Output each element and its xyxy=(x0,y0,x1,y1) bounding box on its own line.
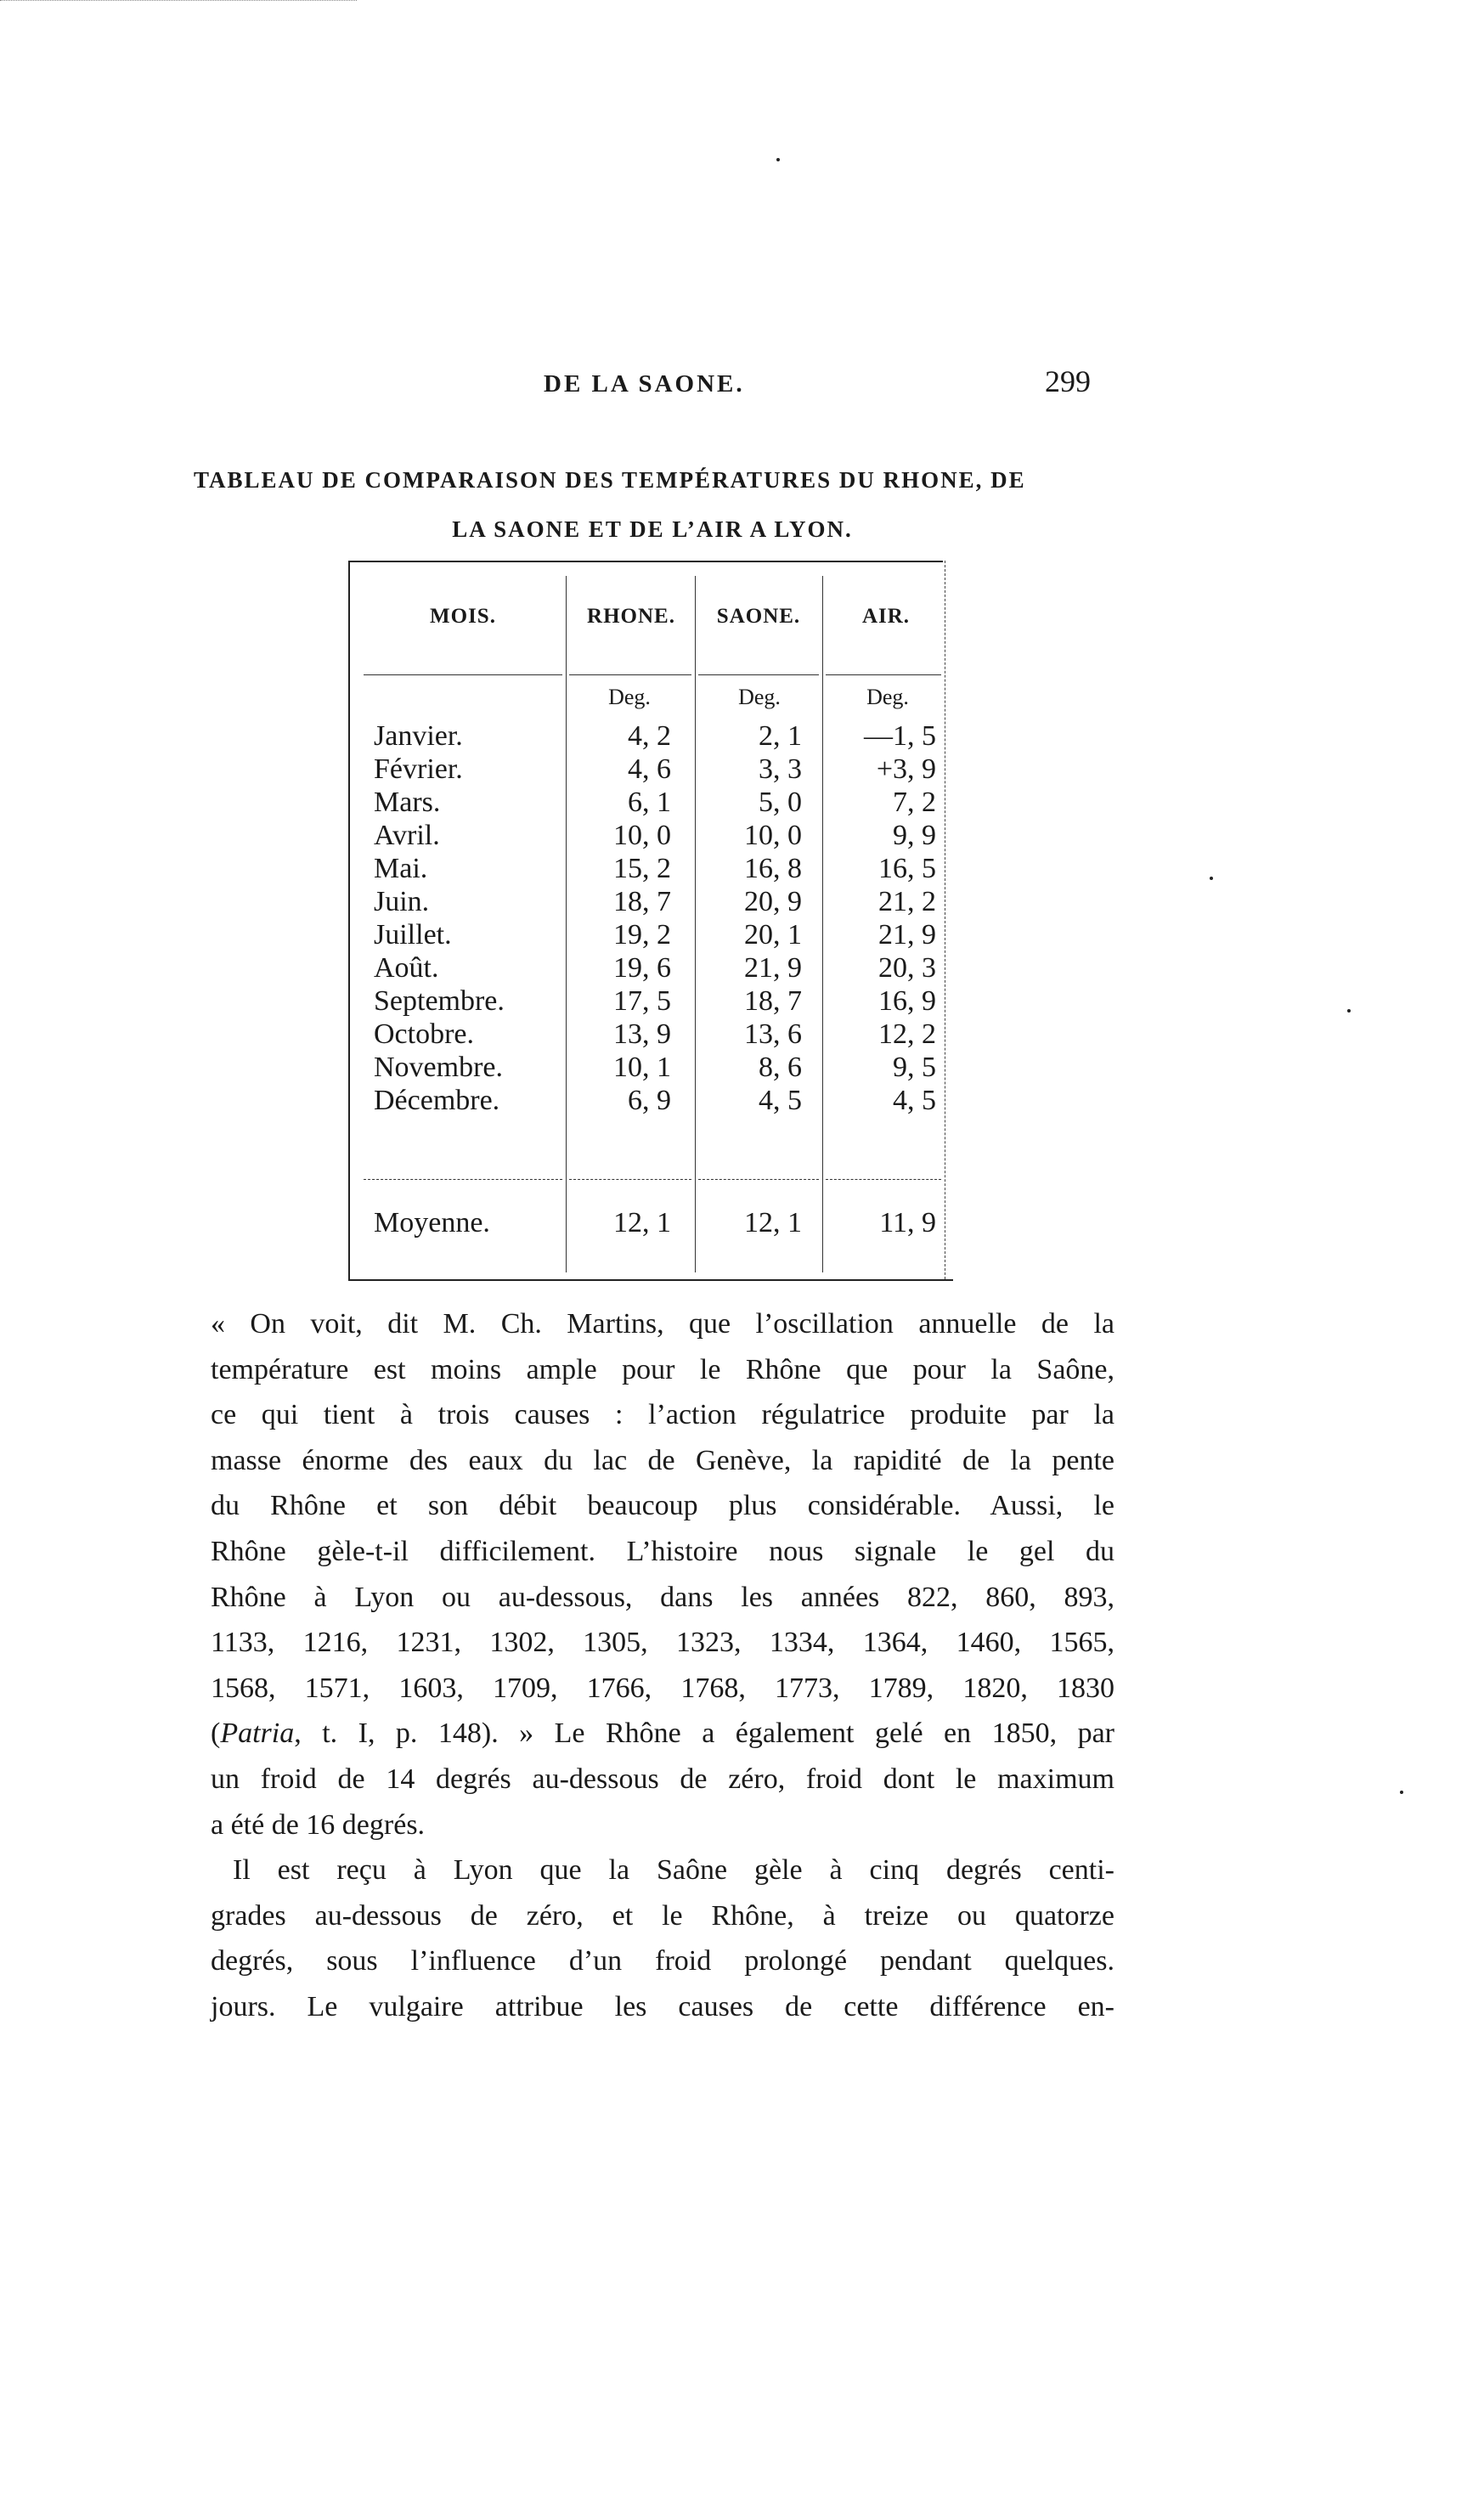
month-label: Janvier. xyxy=(374,720,463,752)
table-row xyxy=(348,1084,953,1117)
table-title-line-1: TABLEAU DE COMPARAISON DES TEMPÉRATURES DU RHONE, DE xyxy=(194,467,1026,493)
header-rule xyxy=(826,674,941,675)
header-rule xyxy=(698,674,819,675)
scan-edge-mark xyxy=(0,0,357,1)
paper-speck xyxy=(776,158,780,161)
rhone-value: 13, 9 xyxy=(613,1018,671,1050)
month-label: Juillet. xyxy=(374,919,452,951)
unit-label-saone: Deg. xyxy=(738,685,781,709)
air-value: 7, 2 xyxy=(893,787,936,818)
text-line: 1568, 1571, 1603, 1709, 1766, 1768, 1773, 1789, 1820, 1830 xyxy=(211,1672,1114,1704)
saone-value: 13, 6 xyxy=(744,1018,802,1050)
air-value: 12, 2 xyxy=(878,1018,936,1050)
table-row xyxy=(348,918,953,951)
saone-mean: 12, 1 xyxy=(744,1207,802,1238)
table-row xyxy=(348,852,953,885)
text-line: un froid de 14 degrés au-dessous de zéro, froid dont le maximum xyxy=(211,1763,1114,1795)
air-value: —1, 5 xyxy=(864,720,936,752)
column-header-rhone: RHONE. xyxy=(587,605,675,628)
body-text xyxy=(211,1301,1114,2030)
saone-value: 10, 0 xyxy=(744,820,802,851)
saone-value: 21, 9 xyxy=(744,952,802,984)
table-top-rule xyxy=(348,561,943,562)
paper-speck xyxy=(1210,877,1213,880)
header-rule xyxy=(569,674,691,675)
table-row xyxy=(348,719,953,753)
air-value: 21, 9 xyxy=(878,919,936,951)
mean-rule xyxy=(826,1179,941,1180)
month-label: Décembre. xyxy=(374,1085,500,1116)
saone-value: 3, 3 xyxy=(759,753,802,785)
saone-value: 5, 0 xyxy=(759,787,802,818)
rhone-value: 19, 6 xyxy=(613,952,671,984)
saone-value: 18, 7 xyxy=(744,985,802,1017)
table-title-line-2: LA SAONE ET DE L’AIR A LYON. xyxy=(452,516,853,542)
table-title xyxy=(194,455,1111,554)
rhone-value: 4, 2 xyxy=(628,720,671,752)
text-line: a été de 16 degrés. xyxy=(211,1808,426,1841)
text-line: du Rhône et son débit beaucoup plus considérable. Aussi, le xyxy=(211,1490,1114,1522)
text-line: grades au-dessous de zéro, et le Rhône, à treize ou quatorze xyxy=(211,1899,1114,1932)
month-label: Septembre. xyxy=(374,985,505,1017)
text-fragment: , t. I, p. 148). » Le Rhône a également gelé en 1850, par xyxy=(294,1718,1114,1750)
month-label: Février. xyxy=(374,753,463,785)
saone-value: 4, 5 xyxy=(759,1085,802,1116)
rhone-mean: 12, 1 xyxy=(613,1207,671,1238)
running-header: DE LA SAONE. xyxy=(544,370,745,398)
text-line: jours. Le vulgaire attribue les causes de cette différence en- xyxy=(211,1990,1114,2022)
paper-speck xyxy=(1347,1009,1351,1013)
page-number: 299 xyxy=(1045,364,1091,398)
table-row xyxy=(348,786,953,819)
rhone-value: 6, 9 xyxy=(628,1085,671,1116)
text-line: température est moins ample pour le Rhône que pour la Saône, xyxy=(211,1353,1114,1385)
saone-value: 16, 8 xyxy=(744,853,802,884)
air-value: 20, 3 xyxy=(878,952,936,984)
text-line: ce qui tient à trois causes : l’action régulatrice produite par la xyxy=(211,1399,1114,1431)
mean-rule xyxy=(364,1179,562,1180)
air-value: 4, 5 xyxy=(893,1085,936,1116)
month-label: Mars. xyxy=(374,787,441,818)
air-value: 16, 9 xyxy=(878,985,936,1017)
rhone-value: 15, 2 xyxy=(613,853,671,884)
air-value: 16, 5 xyxy=(878,853,936,884)
column-header-mois: MOIS. xyxy=(430,605,496,628)
air-value: +3, 9 xyxy=(876,753,936,785)
month-label: Juin. xyxy=(374,886,430,917)
temperature-table xyxy=(348,561,953,1279)
column-header-air: AIR. xyxy=(861,605,911,628)
rhone-value: 19, 2 xyxy=(613,919,671,951)
table-bottom-rule xyxy=(348,1279,953,1281)
saone-value: 20, 9 xyxy=(744,886,802,917)
open-paren: ( xyxy=(211,1718,221,1750)
table-row xyxy=(348,1051,953,1084)
saone-value: 2, 1 xyxy=(759,720,802,752)
rhone-value: 17, 5 xyxy=(613,985,671,1017)
unit-label-rhone: Deg. xyxy=(608,685,651,709)
table-row xyxy=(348,819,953,852)
table-row xyxy=(348,753,953,786)
table-row xyxy=(348,951,953,984)
table-row xyxy=(348,1018,953,1051)
column-header-saone: SAONE. xyxy=(716,605,801,628)
month-label: Octobre. xyxy=(374,1018,475,1050)
text-line: « On voit, dit M. Ch. Martins, que l’oscillation annuelle de la xyxy=(211,1308,1114,1340)
text-line: Rhône gèle-t-il difficilement. L’histoire nous signale le gel du xyxy=(211,1535,1114,1567)
text-line: masse énorme des eaux du lac de Genève, la rapidité de la pente xyxy=(211,1444,1114,1476)
air-value: 9, 5 xyxy=(893,1052,936,1083)
air-mean: 11, 9 xyxy=(879,1207,936,1238)
rhone-value: 18, 7 xyxy=(613,886,671,917)
month-rows xyxy=(348,719,953,1117)
rhone-value: 10, 1 xyxy=(613,1052,671,1083)
air-value: 21, 2 xyxy=(878,886,936,917)
air-value: 9, 9 xyxy=(893,820,936,851)
month-label: Août. xyxy=(374,952,439,984)
text-line: degrés, sous l’influence d’un froid prolongé pendant quelques. xyxy=(211,1945,1114,1977)
month-label: Avril. xyxy=(374,820,440,851)
paper-speck xyxy=(1400,1791,1403,1794)
citation-italic: Patria xyxy=(220,1718,295,1750)
table-row xyxy=(348,885,953,918)
table-row xyxy=(348,984,953,1018)
text-line xyxy=(211,1711,1114,1757)
saone-value: 8, 6 xyxy=(759,1052,802,1083)
text-line: Rhône à Lyon ou au-dessous, dans les années 822, 860, 893, xyxy=(211,1581,1114,1613)
rhone-value: 4, 6 xyxy=(628,753,671,785)
mean-row xyxy=(348,1206,953,1240)
header-rule xyxy=(364,674,562,675)
mean-rule xyxy=(569,1179,691,1180)
text-line: 1133, 1216, 1231, 1302, 1305, 1323, 1334, 1364, 1460, 1565, xyxy=(211,1627,1114,1659)
text-line: Il est reçu à Lyon que la Saône gèle à cinq degrés centi- xyxy=(233,1854,1114,1887)
mean-label: Moyenne. xyxy=(374,1207,490,1238)
unit-label-air: Deg. xyxy=(866,685,909,709)
month-label: Novembre. xyxy=(374,1052,504,1083)
month-label: Mai. xyxy=(374,853,428,884)
rhone-value: 6, 1 xyxy=(628,787,671,818)
mean-rule xyxy=(698,1179,819,1180)
saone-value: 20, 1 xyxy=(744,919,802,951)
rhone-value: 10, 0 xyxy=(613,820,671,851)
